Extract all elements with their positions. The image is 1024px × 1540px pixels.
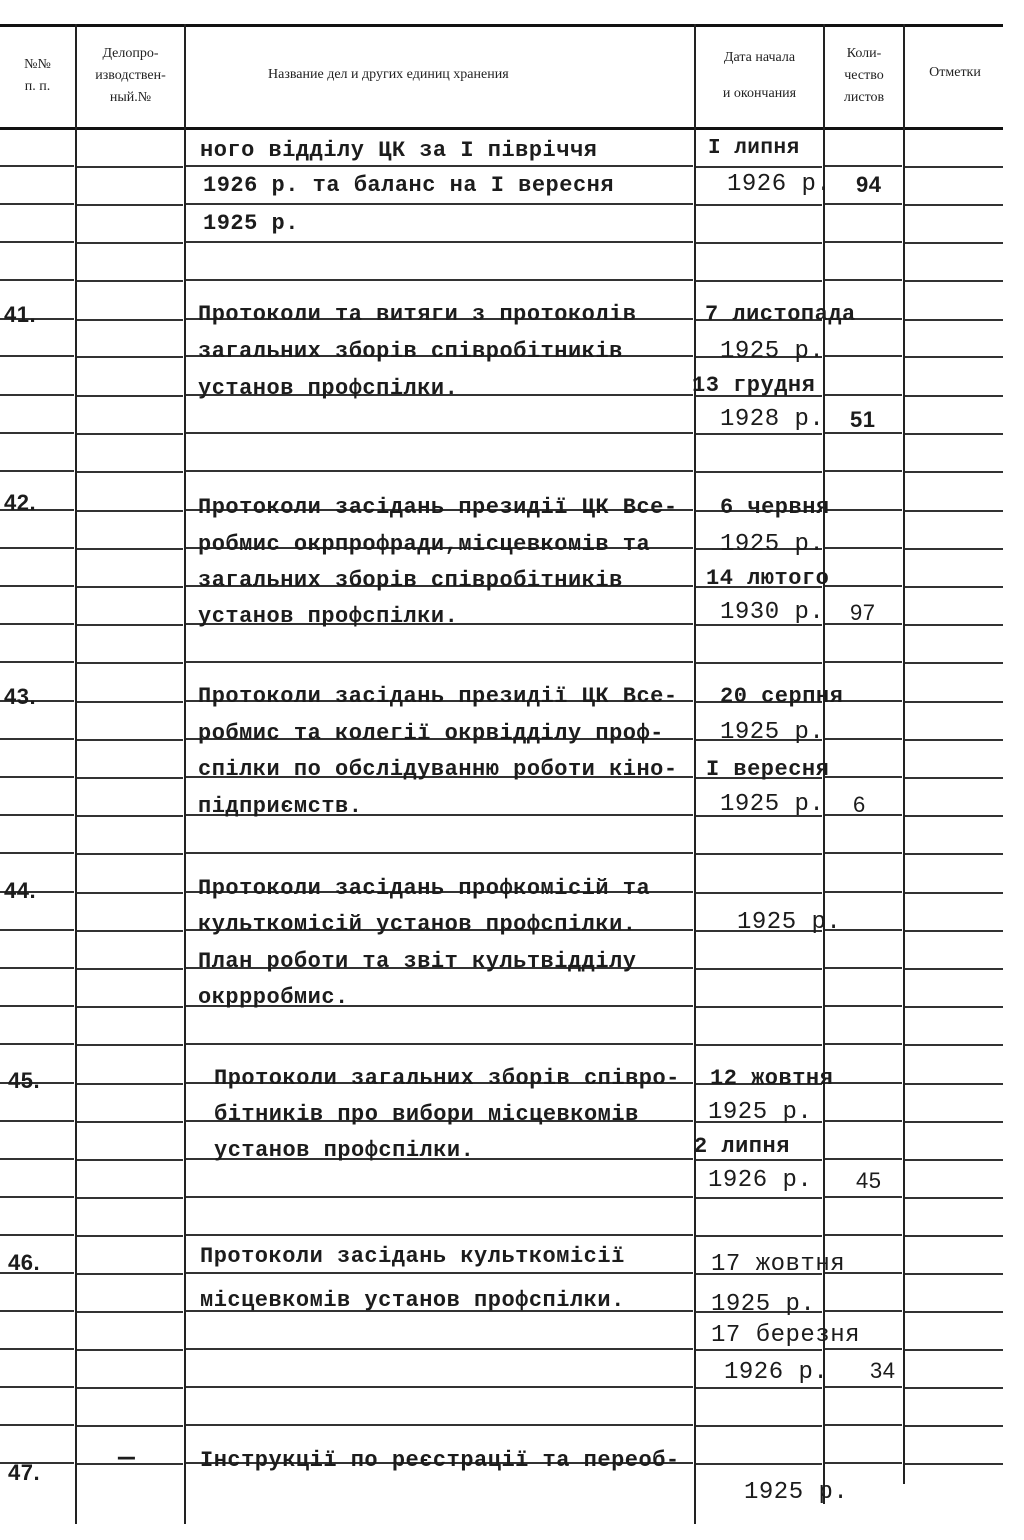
row-46-date-line-4: 1926 р. xyxy=(724,1359,829,1386)
ledger-rule xyxy=(696,892,822,894)
header-col-office-line1: Делопро- xyxy=(102,46,159,61)
ledger-rule xyxy=(0,1348,74,1350)
ledger-rule xyxy=(77,319,183,321)
ledger-rule xyxy=(825,1043,902,1045)
ledger-rule xyxy=(186,279,693,281)
row-43-title-line-3: спілки по обслідуванню роботи кіно- xyxy=(198,757,678,782)
ledger-rule xyxy=(696,166,822,168)
ledger-rule xyxy=(0,1005,74,1007)
row-46-title-line-2: місцевкомів установ профспілки. xyxy=(200,1288,625,1313)
ledger-rule xyxy=(77,1197,183,1199)
ledger-rule xyxy=(825,1234,902,1236)
row-42-date-line-4: 1930 р. xyxy=(720,599,825,626)
ledger-rule xyxy=(905,662,1003,664)
ledger-rule xyxy=(696,204,822,206)
ledger-rule xyxy=(905,356,1003,358)
ledger-rule xyxy=(186,1386,693,1388)
ledger-rule xyxy=(0,470,74,472)
header-bottom-border xyxy=(0,127,1003,130)
ledger-rule xyxy=(0,852,74,854)
ledger-rule xyxy=(905,777,1003,779)
ledger-rule xyxy=(77,242,183,244)
ledger-rule xyxy=(825,852,902,854)
ledger-rule xyxy=(905,1235,1003,1237)
row-46-date-line-3: 17 березня xyxy=(711,1322,861,1349)
row-44-date-line-1: 1925 р. xyxy=(737,909,842,936)
ledger-rule xyxy=(77,548,183,550)
ledger-rule xyxy=(77,204,183,206)
ledger-rule xyxy=(696,1197,822,1199)
header-col-sheets xyxy=(825,26,903,126)
row-45-date-line-3: 2 липня xyxy=(694,1134,790,1159)
ledger-rule xyxy=(905,319,1003,321)
row-44-title-line-4: окррробмис. xyxy=(198,985,349,1010)
ledger-rule xyxy=(77,586,183,588)
ledger-rule xyxy=(696,853,822,855)
ledger-rule xyxy=(825,1120,902,1122)
ledger-rule xyxy=(77,662,183,664)
row-41-sheets: 51 xyxy=(850,407,876,432)
ledger-rule xyxy=(825,661,902,663)
ledger-rule xyxy=(0,1386,74,1388)
ledger-rule xyxy=(77,1006,183,1008)
header-col-sheets-line1: Коли- xyxy=(846,46,882,61)
ledger-rule xyxy=(905,1273,1003,1275)
ledger-rule xyxy=(0,165,74,167)
row-41-date-line-2: 1925 р. xyxy=(720,338,825,365)
row-42-date-line-1: 6 червня xyxy=(720,495,830,520)
ledger-rule xyxy=(0,203,74,205)
ledger-rule xyxy=(0,1234,74,1236)
ledger-rule xyxy=(0,432,74,434)
header-col-sheets-line3: листов xyxy=(843,90,885,105)
ledger-rule xyxy=(905,1159,1003,1161)
row-47-date-line-1: 1925 р. xyxy=(744,1479,849,1506)
ledger-rule xyxy=(825,394,902,396)
ledger-rule xyxy=(825,585,902,587)
ledger-rule xyxy=(825,203,902,205)
ledger-rule xyxy=(825,1158,902,1160)
ledger-rule xyxy=(905,1197,1003,1199)
row-42-number: 42. xyxy=(4,490,37,515)
ledger-rule xyxy=(905,968,1003,970)
ledger-rule xyxy=(0,241,74,243)
row-46-number: 46. xyxy=(8,1250,41,1275)
row-43-sheets: 6 xyxy=(853,792,866,817)
row-44-number: 44. xyxy=(4,878,37,903)
ledger-rule xyxy=(186,852,693,854)
ledger-rule xyxy=(825,165,902,167)
ledger-rule xyxy=(0,814,74,816)
row-45-date-line-4: 1926 р. xyxy=(708,1167,813,1194)
ledger-rule xyxy=(905,395,1003,397)
ledger-rule xyxy=(696,1006,822,1008)
ledger-rule xyxy=(825,1386,902,1388)
ledger-rule xyxy=(0,1043,74,1045)
row-43-title-line-1: Протоколи засідань президії ЦК Все- xyxy=(198,684,678,709)
header-col-title-text: Название дел и других единиц хранения xyxy=(268,67,509,82)
row-43-date-line-2: 1925 р. xyxy=(720,719,825,746)
row-41-title-line-2: загальних зборів співробітників xyxy=(198,339,623,364)
ledger-rule xyxy=(905,1349,1003,1351)
ledger-rule xyxy=(77,1083,183,1085)
ledger-rule xyxy=(77,1159,183,1161)
row-42-title-line-2: робмис окрпрофради,місцевкомів та xyxy=(198,532,651,557)
ledger-rule xyxy=(186,165,693,167)
ledger-rule xyxy=(825,1196,902,1198)
row-43-number: 43. xyxy=(4,684,37,709)
row-0-title-line-2: 1926 р. та баланс на І вересня xyxy=(203,173,615,198)
row-41-number: 41. xyxy=(4,302,37,327)
row-45-number: 45. xyxy=(8,1068,41,1093)
ledger-rule xyxy=(905,1425,1003,1427)
row-46-title-line-1: Протоколи засідань культкомісії xyxy=(200,1244,625,1269)
ledger-rule xyxy=(825,967,902,969)
header-col-dates-line2: и окончания xyxy=(722,86,797,101)
ledger-rule xyxy=(0,279,74,281)
ledger-rule xyxy=(825,1424,902,1426)
ledger-rule xyxy=(905,853,1003,855)
ledger-rule xyxy=(905,624,1003,626)
ledger-rule xyxy=(77,510,183,512)
ledger-rule xyxy=(696,280,822,282)
ledger-rule xyxy=(0,738,74,740)
ledger-rule xyxy=(825,355,902,357)
ledger-rule xyxy=(0,547,74,549)
ledger-rule xyxy=(905,1044,1003,1046)
ledger-rule xyxy=(0,967,74,969)
row-0-date-line-2: 1926 р. xyxy=(727,171,832,198)
ledger-rule xyxy=(696,433,822,435)
ledger-rule xyxy=(825,1462,902,1464)
row-41-date-line-3: 13 грудня xyxy=(692,373,816,398)
row-47-title-line-1: Інструкції по реєстрації та переоб- xyxy=(200,1448,680,1473)
ledger-rule xyxy=(905,815,1003,817)
ledger-rule xyxy=(0,661,74,663)
ledger-rule xyxy=(186,241,693,243)
header-col-office-line2: изводствен- xyxy=(95,68,166,83)
ledger-rule xyxy=(0,1196,74,1198)
ledger-rule xyxy=(905,471,1003,473)
header-col-office-number xyxy=(77,26,184,126)
ledger-rule xyxy=(77,471,183,473)
ledger-rule xyxy=(825,776,902,778)
ledger-rule xyxy=(825,891,902,893)
ledger-rule xyxy=(77,1387,183,1389)
ledger-rule xyxy=(77,777,183,779)
ledger-rule xyxy=(186,470,693,472)
ledger-rule xyxy=(77,815,183,817)
row-46-date-line-2: 1925 р. xyxy=(711,1291,816,1318)
ledger-rule xyxy=(77,1311,183,1313)
ledger-rule xyxy=(77,701,183,703)
header-col-number-line2: п. п. xyxy=(24,79,51,94)
ledger-rule xyxy=(905,1463,1003,1465)
row-0-title-line-3: 1925 р. xyxy=(203,211,299,236)
ledger-rule xyxy=(696,1044,822,1046)
ledger-rule xyxy=(77,1121,183,1123)
ledger-rule xyxy=(905,930,1003,932)
ledger-rule xyxy=(905,433,1003,435)
ledger-rule xyxy=(696,471,822,473)
ledger-rule xyxy=(186,1196,693,1198)
row-41-title-line-3: установ профспілки. xyxy=(198,376,459,401)
row-45-date-line-2: 1925 р. xyxy=(708,1099,813,1126)
header-col-office-line3: ный.№ xyxy=(109,90,152,105)
ledger-rule xyxy=(77,433,183,435)
header-col-notes xyxy=(905,26,1005,126)
ledger-rule xyxy=(0,585,74,587)
row-44-title-line-1: Протоколи засідань профкомісій та xyxy=(198,876,651,901)
ledger-rule xyxy=(77,1044,183,1046)
ledger-rule xyxy=(77,892,183,894)
ledger-rule xyxy=(696,242,822,244)
ledger-rule xyxy=(905,1387,1003,1389)
row-42-title-line-3: загальних зборів співробітників xyxy=(198,568,623,593)
ledger-rule xyxy=(0,1120,74,1122)
ledger-rule xyxy=(905,1121,1003,1123)
ledger-rule xyxy=(77,853,183,855)
row-45-sheets: 45 xyxy=(856,1168,882,1193)
row-42-sheets: 97 xyxy=(850,600,876,625)
ledger-rule xyxy=(77,395,183,397)
ledger-rule xyxy=(186,1424,693,1426)
ledger-rule xyxy=(825,1310,902,1312)
ledger-rule xyxy=(77,739,183,741)
ledger-rule xyxy=(905,166,1003,168)
ledger-rule xyxy=(905,280,1003,282)
ledger-rule xyxy=(77,930,183,932)
row-0-sheets: 94 xyxy=(856,172,882,197)
ledger-rule xyxy=(905,510,1003,512)
row-0-date-line-1: І липня xyxy=(708,137,800,160)
row-47-office-number: — xyxy=(118,1443,136,1474)
ledger-rule xyxy=(696,968,822,970)
ledger-rule xyxy=(77,1349,183,1351)
ledger-rule xyxy=(696,1235,822,1237)
ledger-rule xyxy=(77,280,183,282)
row-45-title-line-3: установ профспілки. xyxy=(214,1138,475,1163)
ledger-rule xyxy=(77,1425,183,1427)
ledger-rule xyxy=(0,929,74,931)
ledger-rule xyxy=(825,241,902,243)
ledger-rule xyxy=(186,203,693,205)
ledger-rule xyxy=(0,394,74,396)
ledger-rule xyxy=(825,1005,902,1007)
col-divider-2 xyxy=(184,24,186,1524)
ledger-rule xyxy=(696,1387,822,1389)
row-46-date-line-1: 17 жовтня xyxy=(711,1251,846,1278)
ledger-rule xyxy=(825,470,902,472)
ledger-rule xyxy=(905,242,1003,244)
row-44-title-line-3: План роботи та звіт культвідділу xyxy=(198,949,637,974)
ledger-rule xyxy=(696,1349,822,1351)
ledger-rule xyxy=(825,1082,902,1084)
ledger-rule xyxy=(905,1006,1003,1008)
ledger-rule xyxy=(186,1234,693,1236)
ledger-rule xyxy=(825,509,902,511)
ledger-rule xyxy=(0,776,74,778)
ledger-rule xyxy=(186,1348,693,1350)
ledger-rule xyxy=(905,586,1003,588)
ledger-rule xyxy=(905,1311,1003,1313)
row-43-title-line-4: підприємств. xyxy=(198,794,363,819)
ledger-rule xyxy=(0,355,74,357)
ledger-rule xyxy=(825,738,902,740)
ledger-rule xyxy=(905,701,1003,703)
row-44-title-line-2: культкомісій установ профспілки. xyxy=(198,912,637,937)
header-col-number-line1: №№ xyxy=(24,57,51,72)
ledger-rule xyxy=(186,661,693,663)
col-divider-1 xyxy=(75,24,77,1524)
ledger-rule xyxy=(905,892,1003,894)
row-42-title-line-4: установ профспілки. xyxy=(198,604,459,629)
ledger-rule xyxy=(825,279,902,281)
row-45-title-line-2: бітників про вибори місцевкомів xyxy=(214,1102,639,1127)
row-41-date-line-1: 7 листопада xyxy=(705,302,856,327)
row-43-date-line-1: 20 серпня xyxy=(720,684,844,709)
ledger-rule xyxy=(0,623,74,625)
ledger-rule xyxy=(905,204,1003,206)
header-col-dates xyxy=(696,26,823,126)
ledger-rule xyxy=(0,1158,74,1160)
ledger-rule xyxy=(77,166,183,168)
ledger-rule xyxy=(186,1043,693,1045)
ledger-rule xyxy=(77,1273,183,1275)
row-0-title-line-1: ного відділу ЦК за І півріччя xyxy=(200,138,598,163)
row-43-title-line-2: робмис та колегії окрвідділу проф- xyxy=(198,721,664,746)
ledger-rule xyxy=(696,662,822,664)
ledger-rule xyxy=(0,1424,74,1426)
header-col-sheets-line2: чество xyxy=(844,68,884,83)
row-41-date-line-4: 1928 р. xyxy=(720,406,825,433)
ledger-rule xyxy=(77,624,183,626)
row-41-title-line-1: Протоколи та витяги з протоколів xyxy=(198,302,637,327)
row-47-number: 47. xyxy=(8,1460,41,1485)
row-42-date-line-2: 1925 р. xyxy=(720,531,825,558)
row-45-date-line-1: 12 жовтня xyxy=(710,1066,834,1091)
ledger-rule xyxy=(905,739,1003,741)
ledger-rule xyxy=(77,356,183,358)
ledger-rule xyxy=(77,1235,183,1237)
row-43-date-line-4: 1925 р. xyxy=(720,791,825,818)
row-42-date-line-3: 14 лютого xyxy=(706,566,830,591)
ledger-rule xyxy=(905,1083,1003,1085)
row-43-date-line-3: І вересня xyxy=(706,757,830,782)
ledger-rule xyxy=(825,547,902,549)
header-col-notes-text: Отметки xyxy=(929,65,981,80)
header-col-dates-line1: Дата начала xyxy=(723,50,796,65)
row-42-title-line-1: Протоколи засідань президії ЦК Все- xyxy=(198,495,678,520)
row-46-sheets: 34 xyxy=(870,1358,896,1383)
ledger-rule xyxy=(186,1272,693,1274)
ledger-rule xyxy=(696,1463,822,1465)
ledger-rule xyxy=(905,548,1003,550)
col-divider-3 xyxy=(694,24,696,1524)
ledger-rule xyxy=(186,432,693,434)
row-45-title-line-1: Протоколи загальних зборів співро- xyxy=(214,1066,680,1091)
ledger-rule xyxy=(77,968,183,970)
ledger-rule xyxy=(0,1310,74,1312)
header-col-title xyxy=(186,26,694,126)
header-col-number xyxy=(0,26,75,126)
ledger-rule xyxy=(696,1425,822,1427)
